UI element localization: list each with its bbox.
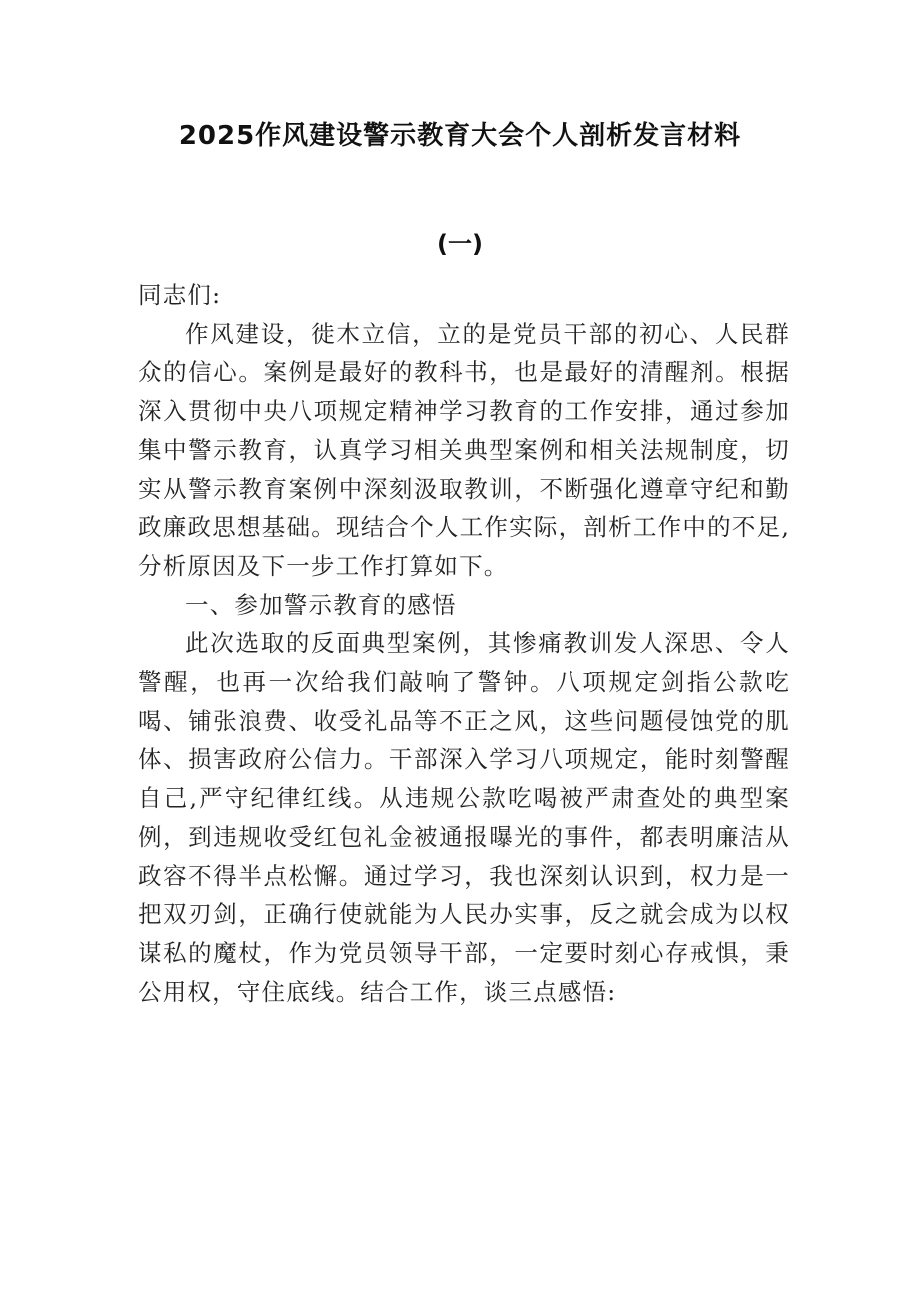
- document-title: 2025作风建设警示教育大会个人剖析发言材料: [178, 121, 742, 151]
- body-paragraph: 此次选取的反面典型案例，其惨痛教训发人深思、令人警醒，也再一次给我们敲响了警钟。八项规定剑指公款吃喝、铺张浪费、收受礼品等不正之风，这些问题侵蚀党的肌体、损害政府公信力。干部深入学习八项规定，能时刻警醒自己,严守纪律红线。从违规公款吃喝被严肃查处的典型案例，到违规收受红包礼金被通报曝光的事件，都表明廉洁从政容不得半点松懈。通过学习，我也深刻认识到，权力是一把双刃剑，正确行使就能为人民办实事，反之就会成为以权谋私的魔杖，作为党员领导干部，一定要时刻心存戒惧，秉公用权，守住底线。结合工作，谈三点感悟:: [138, 629, 790, 1006]
- salutation: 同志们:: [138, 281, 222, 309]
- body-paragraph: 作风建设，徙木立信，立的是党员干部的初心、人民群众的信心。案例是最好的教科书，也是最好的清醒剂。根据深入贯彻中央八项规定精神学习教育的工作安排，通过参加集中警示教育，认真学习相关典型案例和相关法规制度，切实从警示教育案例中深刻汲取教训，不断强化遵章守纪和勤政廉政思想基础。现结合个人工作实际，剖析工作中的不足,分析原因及下一步工作打算如下。: [138, 319, 790, 580]
- section-heading: 一、参加警示教育的感悟: [185, 590, 457, 619]
- section-number: (一): [437, 230, 483, 258]
- document-body: [138, 276, 790, 1011]
